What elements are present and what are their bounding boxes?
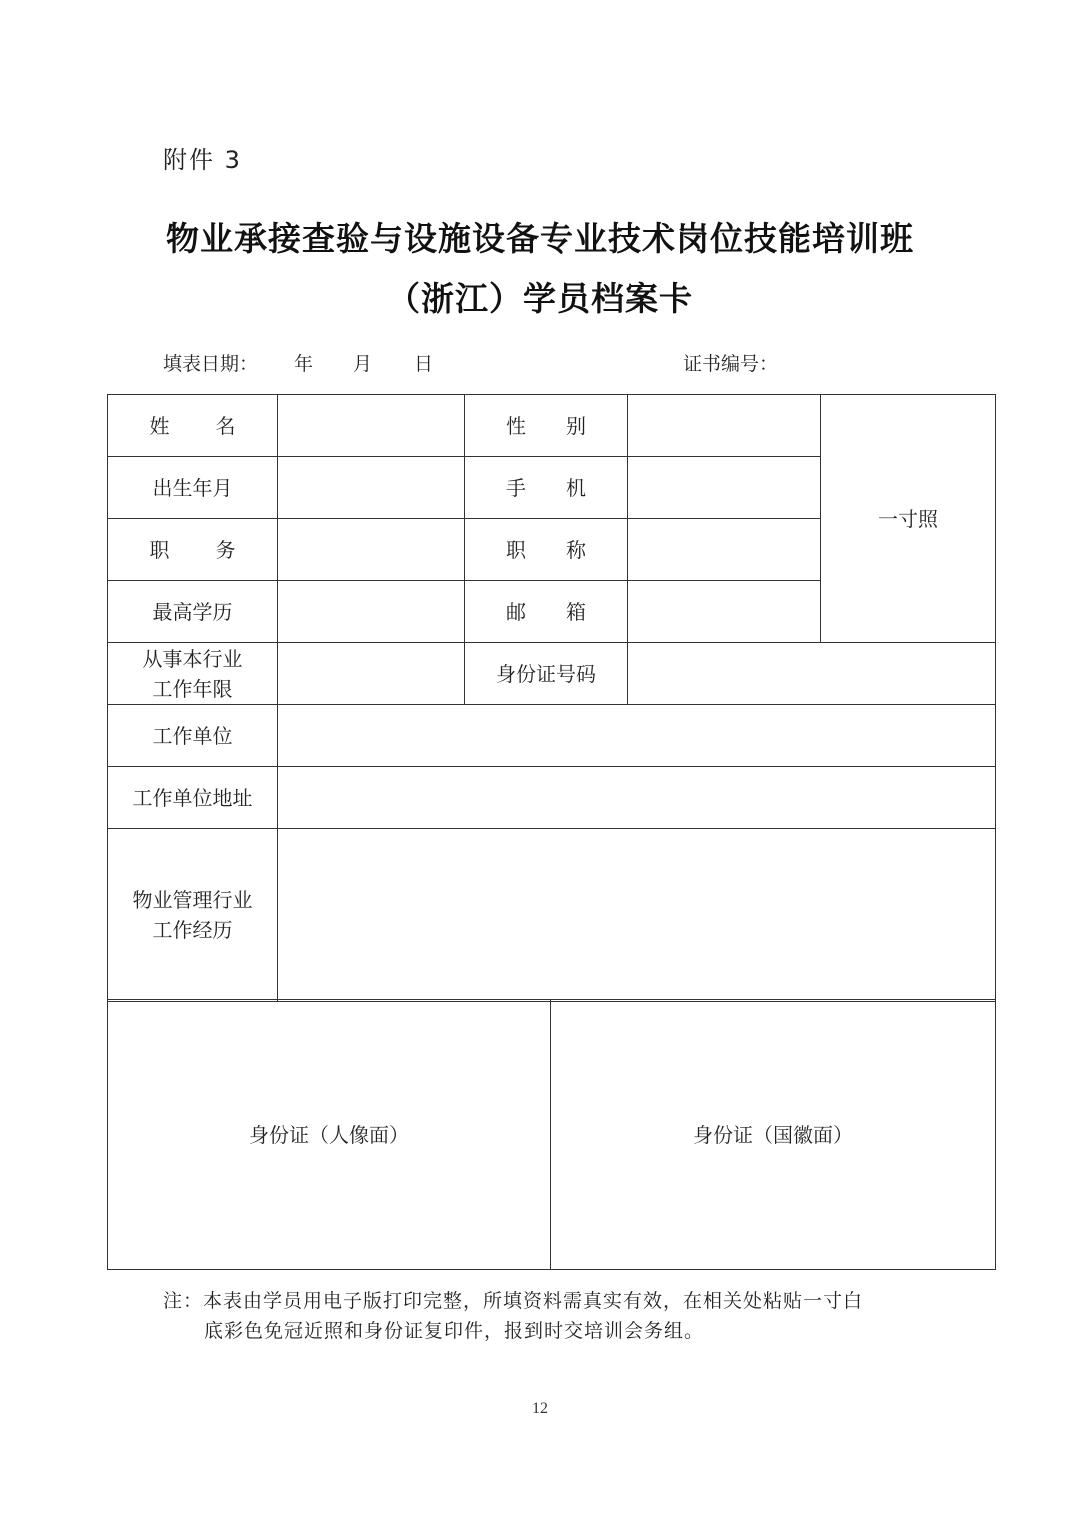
id-front-label: 身份证（人像面） xyxy=(249,1122,409,1147)
attachment-label: 附件 3 xyxy=(163,146,242,174)
employer-address-field[interactable] xyxy=(278,767,996,829)
years-label-line1: 从事本行业 xyxy=(142,646,243,671)
experience-label-line1: 物业管理行业 xyxy=(132,888,253,912)
fill-date-month: 月 xyxy=(353,353,373,375)
title-label: 职称 xyxy=(506,537,626,562)
employer-field[interactable] xyxy=(278,705,996,767)
footnote-line1: 注：本表由学员用电子版打印完整，所填资料需真实有效，在相关处粘贴一寸白 xyxy=(163,1290,864,1312)
title-field[interactable] xyxy=(628,519,821,581)
cert-number-label: 证书编号： xyxy=(683,353,779,375)
id-front-cell[interactable] xyxy=(108,1000,551,1270)
title-label-cell xyxy=(465,519,628,581)
fill-date-day: 日 xyxy=(414,353,434,375)
position-label: 职务 xyxy=(149,537,282,562)
employer-label: 工作单位 xyxy=(152,723,233,748)
footnote-line2: 底彩色免冠近照和身份证复印件，报到时交培训会务组。 xyxy=(204,1320,705,1342)
email-label: 邮箱 xyxy=(506,599,626,624)
education-label: 最高学历 xyxy=(152,599,233,624)
birth-label-cell xyxy=(108,457,278,519)
id-back-label: 身份证（国徽面） xyxy=(693,1122,853,1147)
years-label-cell xyxy=(108,643,278,705)
name-field[interactable] xyxy=(278,395,465,457)
fill-date-label: 填表日期： xyxy=(163,353,259,375)
name-label: 姓名 xyxy=(149,413,282,438)
form-title-line2: （浙江）学员档案卡 xyxy=(387,279,693,318)
photo-cell[interactable] xyxy=(821,395,996,643)
years-field[interactable] xyxy=(278,643,465,705)
education-label-cell xyxy=(108,581,278,643)
years-label-line2: 工作年限 xyxy=(152,676,233,701)
position-label-cell xyxy=(108,519,282,581)
phone-label-cell xyxy=(465,457,628,519)
form-title-line1: 物业承接查验与设施设备专业技术岗位技能培训班 xyxy=(166,219,914,258)
id-back-cell[interactable] xyxy=(551,1000,996,1270)
phone-label: 手机 xyxy=(506,475,626,500)
gender-field[interactable] xyxy=(628,395,821,457)
gender-label: 性别 xyxy=(506,413,626,438)
employer-address-label-cell xyxy=(108,767,278,829)
email-label-cell xyxy=(465,581,628,643)
name-label-cell xyxy=(108,395,282,457)
gender-label-cell xyxy=(465,395,628,457)
student-record-table xyxy=(107,394,996,1002)
id-number-label-cell xyxy=(465,643,628,705)
fill-date-year: 年 xyxy=(294,353,314,375)
experience-field[interactable] xyxy=(278,829,996,1002)
birth-field[interactable] xyxy=(278,457,465,519)
page-number: 12 xyxy=(532,1400,548,1417)
photo-label: 一寸照 xyxy=(878,506,938,531)
position-field[interactable] xyxy=(278,519,465,581)
id-number-label: 身份证号码 xyxy=(496,661,596,686)
id-card-table xyxy=(107,999,996,1270)
employer-address-label: 工作单位地址 xyxy=(132,785,253,810)
experience-label-line2: 工作经历 xyxy=(152,918,233,942)
experience-label-cell xyxy=(108,829,278,1002)
email-field[interactable] xyxy=(628,581,821,643)
id-number-field[interactable] xyxy=(628,643,996,705)
education-field[interactable] xyxy=(278,581,465,643)
birth-label: 出生年月 xyxy=(152,475,233,500)
phone-field[interactable] xyxy=(628,457,821,519)
footnote xyxy=(163,1286,943,1346)
employer-label-cell xyxy=(108,705,278,767)
